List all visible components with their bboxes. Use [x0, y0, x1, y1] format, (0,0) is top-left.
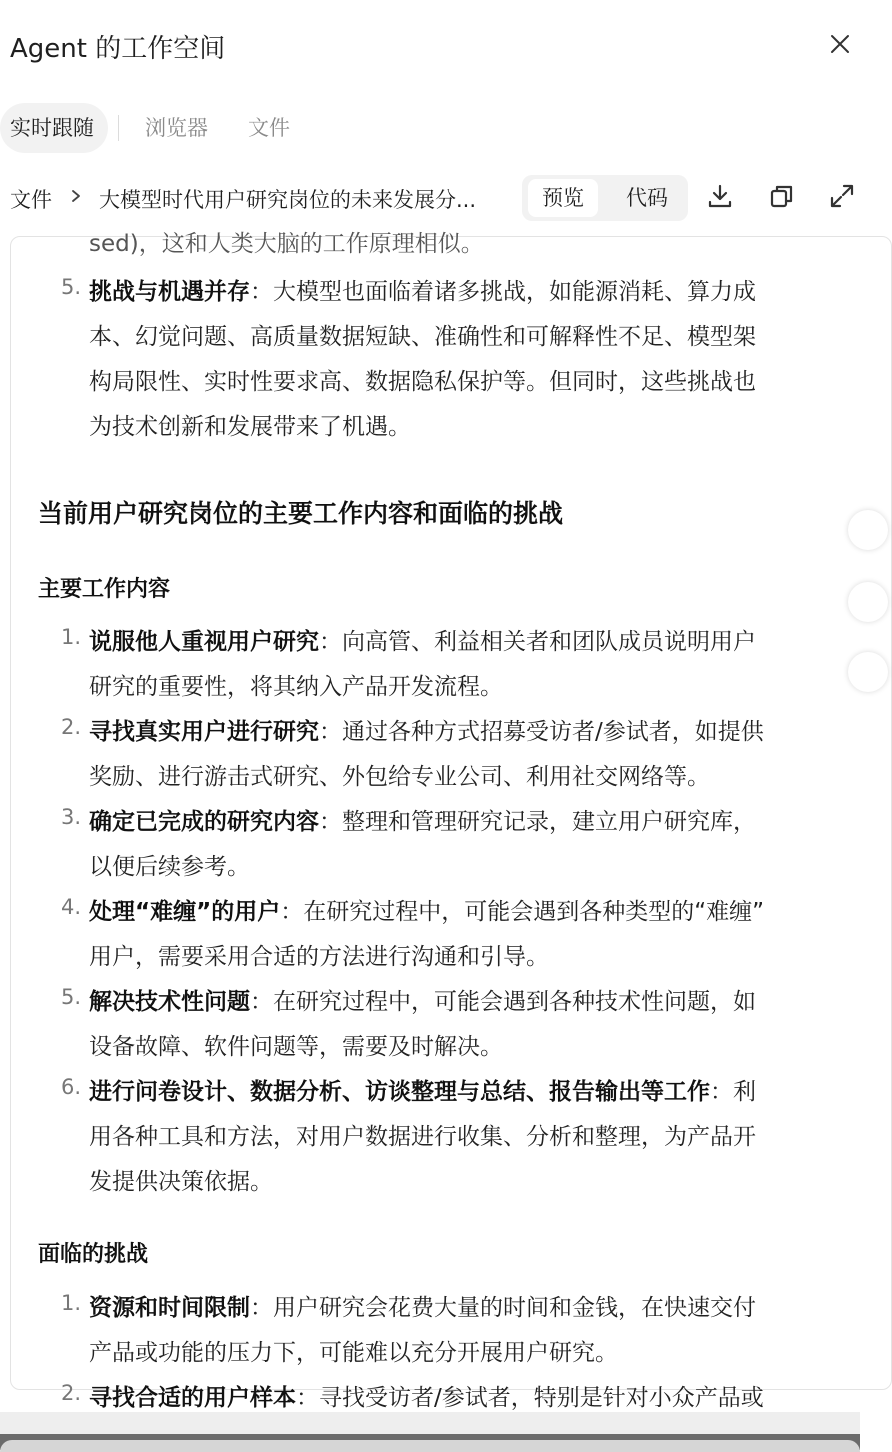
list-item-text: ：寻找受访者/参试者，特别是针对小众产品或 [296, 1385, 764, 1411]
list-item-line: 为技术创新和发展带来了机遇。 [89, 414, 411, 440]
workspace-tabs [0, 102, 302, 154]
list-item-text: ：向高管、利益相关者和团队成员说明用户 [319, 629, 756, 655]
expand-icon [828, 182, 856, 210]
list-item-text: ：用户研究会花费大量的时间和金钱，在快速交付 [250, 1295, 756, 1321]
file-toolbar [0, 172, 860, 224]
list-item-line [89, 1073, 756, 1106]
workspace-title: Agent 的工作空间 [10, 34, 226, 64]
expand-button[interactable] [828, 182, 858, 212]
list-item-line: 奖励、进行游击式研究、外包给专业公司、利用社交网络等。 [89, 764, 710, 790]
list-item-line [89, 273, 756, 306]
list-item-line [89, 1289, 756, 1322]
workspace-header [0, 0, 860, 100]
list-number: 5. [61, 275, 82, 299]
list-item-line [89, 893, 764, 926]
list-item-title: 寻找真实用户进行研究 [89, 719, 319, 745]
list-item-line: 用各种工具和方法，对用户数据进行收集、分析和整理，为产品开 [89, 1124, 756, 1150]
list-item-text: ：大模型也面临着诸多挑战，如能源消耗、算力成 [250, 279, 756, 305]
list-item-title: 解决技术性问题 [89, 989, 250, 1015]
list-item-text: ：整理和管理研究记录，建立用户研究库， [319, 809, 756, 835]
list-item-title: 资源和时间限制 [89, 1295, 250, 1321]
list-number: 2. [61, 1381, 82, 1405]
list-item-title: 挑战与机遇并存 [89, 279, 250, 305]
floating-action-button[interactable] [848, 582, 888, 622]
floating-action-button[interactable] [848, 510, 888, 550]
list-item-line [89, 803, 756, 836]
list-item-text: ：在研究过程中，可能会遇到各种技术性问题，如 [250, 989, 756, 1015]
list-item-line: 设备故障、软件问题等，需要及时解决。 [89, 1034, 503, 1060]
list-number: 2. [61, 715, 82, 739]
breadcrumb-file-name: 大模型时代用户研究岗位的未来发展分... [99, 188, 477, 212]
chevron-right-icon [68, 186, 84, 206]
list-item-title: 处理“难缠”的用户 [89, 899, 281, 925]
list-number: 6. [61, 1075, 82, 1099]
tab-divider [118, 115, 119, 141]
list-item-title: 说服他人重视用户研究 [89, 629, 319, 655]
subsection-heading-challenges: 面临的挑战 [38, 1242, 149, 1267]
cut-off-line: sed)，这和人类大脑的工作原理相似。 [89, 231, 484, 257]
floating-action-button[interactable] [848, 652, 888, 692]
bottom-sheet-handle [0, 1440, 860, 1452]
copy-icon [768, 182, 796, 210]
list-number: 1. [61, 625, 82, 649]
download-button[interactable] [706, 182, 736, 212]
list-number: 3. [61, 805, 82, 829]
list-item-line: 构局限性、实时性要求高、数据隐私保护等。但同时，这些挑战也 [89, 369, 756, 395]
list-item-line: 以便后续参考。 [89, 854, 250, 880]
list-item-line [89, 623, 756, 656]
list-item-line: 研究的重要性，将其纳入产品开发流程。 [89, 674, 503, 700]
bottom-panel-edge [0, 1412, 860, 1434]
preview-toggle-button[interactable]: 预览 [528, 179, 598, 217]
close-icon [828, 32, 852, 56]
list-number: 5. [61, 985, 82, 1009]
list-number: 1. [61, 1291, 82, 1315]
list-item-text: ：通过各种方式招募受访者/参试者，如提供 [319, 719, 764, 745]
list-item-line [89, 713, 764, 746]
close-button[interactable] [828, 32, 860, 64]
copy-button[interactable] [768, 182, 798, 212]
tab-files[interactable]: 文件 [248, 116, 290, 140]
list-item-line [89, 983, 756, 1016]
section-heading: 当前用户研究岗位的主要工作内容和面临的挑战 [38, 499, 564, 528]
list-item-title: 确定已完成的研究内容 [89, 809, 319, 835]
tab-realtime-follow[interactable]: 实时跟随 [0, 103, 108, 153]
view-toggle [522, 175, 688, 221]
breadcrumb-root[interactable]: 文件 [10, 188, 52, 212]
list-item-line: 产品或功能的压力下，可能难以充分开展用户研究。 [89, 1340, 618, 1366]
list-item-title: 寻找合适的用户样本 [89, 1385, 296, 1411]
subsection-heading-work: 主要工作内容 [38, 577, 171, 602]
list-item-title: 进行问卷设计、数据分析、访谈整理与总结、报告输出等工作 [89, 1079, 710, 1105]
list-number: 4. [61, 895, 82, 919]
download-icon [706, 182, 734, 210]
list-item-text: ：在研究过程中，可能会遇到各种类型的“难缠” [280, 899, 765, 925]
list-item-line: 发提供决策依据。 [89, 1169, 273, 1195]
list-item-text: ：利 [710, 1079, 756, 1105]
tab-browser[interactable]: 浏览器 [145, 116, 208, 140]
code-toggle-button[interactable]: 代码 [626, 186, 668, 210]
document-preview[interactable] [10, 231, 892, 1411]
cut-off-line [89, 1379, 764, 1412]
list-item-line: 本、幻觉问题、高质量数据短缺、准确性和可解释性不足、模型架 [89, 324, 756, 350]
list-item-line: 用户，需要采用合适的方法进行沟通和引导。 [89, 944, 549, 970]
